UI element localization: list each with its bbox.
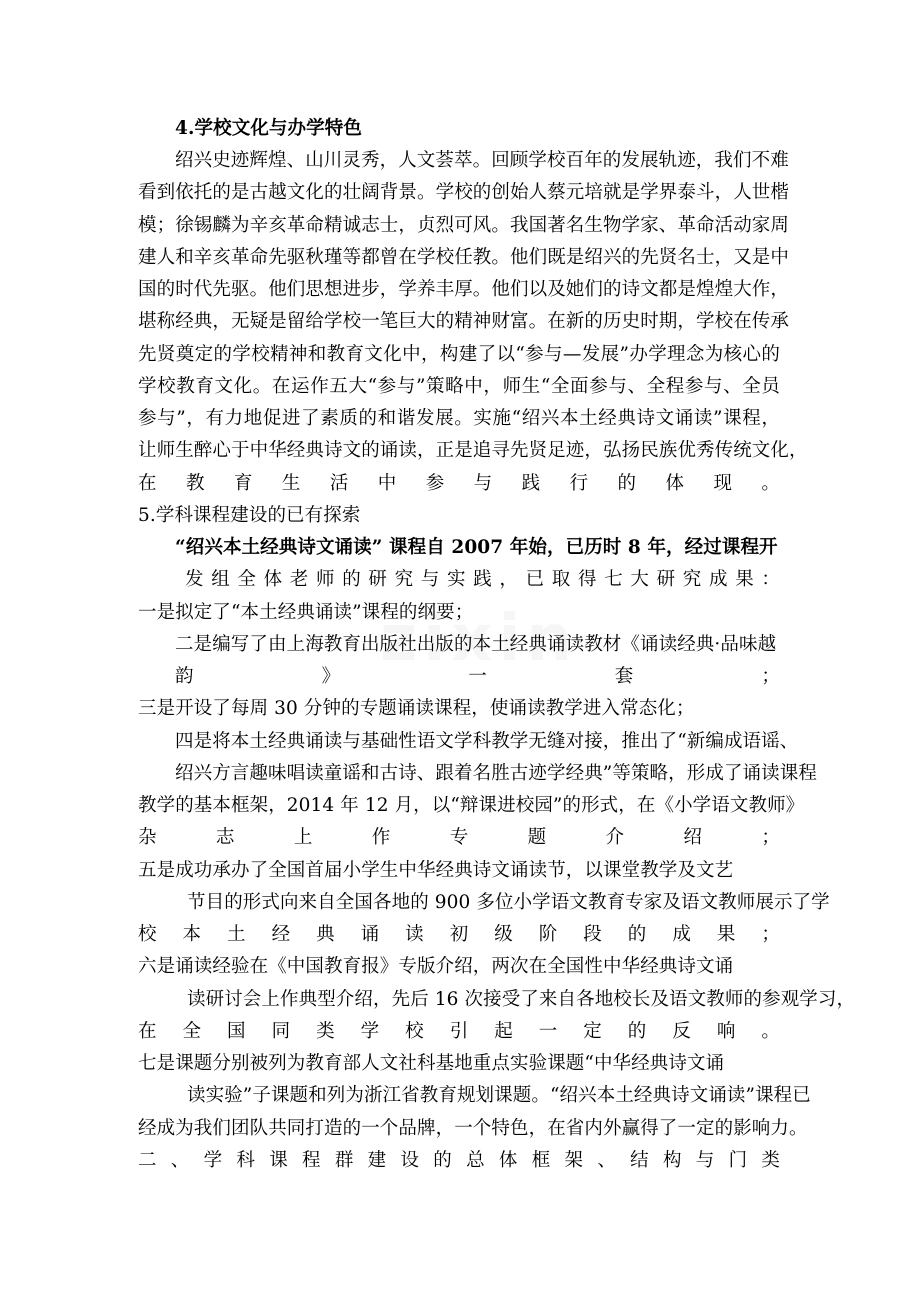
- paragraph-line: 校本土经典诵读初级阶段的成果；: [138, 924, 780, 945]
- paragraph-line: 让师生醉心于中华经典诗文的诵读，正是追寻先贤足迹，弘扬民族优秀传统文化，: [138, 440, 808, 461]
- paragraph-line: 绍兴史迹辉煌、山川灵秀，人文荟萃。回顾学校百年的发展轨迹，我们不难: [175, 150, 789, 171]
- paragraph-line: 七是课题分别被列为教育部人文社科基地重点实验课题“中华经典诗文诵: [138, 1053, 725, 1074]
- achievement-item: 二是编写了由上海教育出版社出版的本土经典诵读教材《诵读经典·品味越: [175, 634, 777, 655]
- achievement-item: 绍兴方言趣味唱读童谣和古诗、跟着名胜古迹学经典”等策略，形成了诵读课程: [175, 763, 817, 784]
- paragraph-line: 发组全体老师的研究与实践，已取得七大研究成果：: [185, 569, 780, 590]
- paragraph-line: 参与”，有力地促进了素质的和谐发展。实施“绍兴本土经典诗文诵读”课程，: [138, 408, 780, 429]
- paragraph-line: 模；徐锡麟为辛亥革命精诚志士，贞烈可风。我国著名生物学家、革命活动家周: [138, 215, 790, 236]
- achievement-item: 韵》一套；: [175, 666, 780, 687]
- section-heading-school-culture: 4.学校文化与办学特色: [175, 118, 362, 139]
- paragraph-line: 建人和辛亥革命先驱秋瑾等都曾在学校任教。他们既是绍兴的先贤名士，又是中: [138, 247, 790, 268]
- paragraph-line: 在全国同类学校引起一定的反响。: [138, 1021, 780, 1042]
- paragraph-line: 学校教育文化。在运作五大“参与”策略中，师生“全面参与、全程参与、全员: [138, 376, 780, 397]
- paragraph-line: 看到依托的是古越文化的壮阔背景。学校的创始人蔡元培就是学界泰斗，人世楷: [138, 182, 790, 203]
- achievement-item: 读研讨会上作典型介绍，先后 16 次接受了来自各地校长及语文教师的参观学习，: [187, 989, 856, 1010]
- paragraph-line: 堪称经典，无疑是留给学校一笔巨大的精神财富。在新的历史时期，学校在传承: [138, 311, 790, 332]
- paragraph-line: 教学的基本框架，2014 年 12 月，以“辩课进校园”的形式，在《小学语文教师》: [138, 795, 805, 816]
- paragraph-line: 先贤奠定的学校精神和教育文化中，构建了以“参与—发展”办学理念为核心的: [138, 344, 780, 365]
- achievement-item: 读实验”子课题和列为浙江省教育规划课题。“绍兴本土经典诗文诵读”课程已: [187, 1085, 811, 1106]
- paragraph-line: 在教育生活中参与践行的体现。: [138, 473, 780, 494]
- paragraph-line: 杂志上作专题介绍；: [138, 827, 780, 848]
- paragraph-line: 经成为我们团队共同打造的一个品牌，一个特色，在省内外赢得了一定的影响力。: [138, 1118, 808, 1139]
- achievement-item: 四是将本土经典诵读与基础性语文学科教学无缝对接，推出了“新编成语谣、: [175, 731, 799, 752]
- section-heading-course-exploration: “绍兴本土经典诗文诵读” 课程自 2007 年始，已历时 8 年，经过课程开: [175, 537, 778, 558]
- paragraph-line: 5.学科课程建设的已有探索: [138, 505, 361, 526]
- paragraph-line: 三是开设了每周 30 分钟的专题诵读课程，使诵读教学进入常态化；: [138, 698, 695, 719]
- paragraph-line: 一是拟定了“本土经典诵读”课程的纲要；: [138, 602, 474, 623]
- paragraph-line: 五是成功承办了全国首届小学生中华经典诗文诵读节，以课堂教学及文艺: [138, 860, 734, 881]
- paragraph-line: 六是诵读经验在《中国教育报》专版介绍，两次在全国性中华经典诗文诵: [138, 956, 734, 977]
- paragraph-line: 国的时代先驱。他们思想进步，学养丰厚。他们以及她们的诗文都是煌煌大作，: [138, 279, 790, 300]
- paragraph-line: 二、学科课程群建设的总体框架、结构与门类: [138, 1150, 780, 1171]
- achievement-item: 节目的形式向来自全国各地的 900 多位小学语文教育专家及语文教师展示了学: [187, 892, 830, 913]
